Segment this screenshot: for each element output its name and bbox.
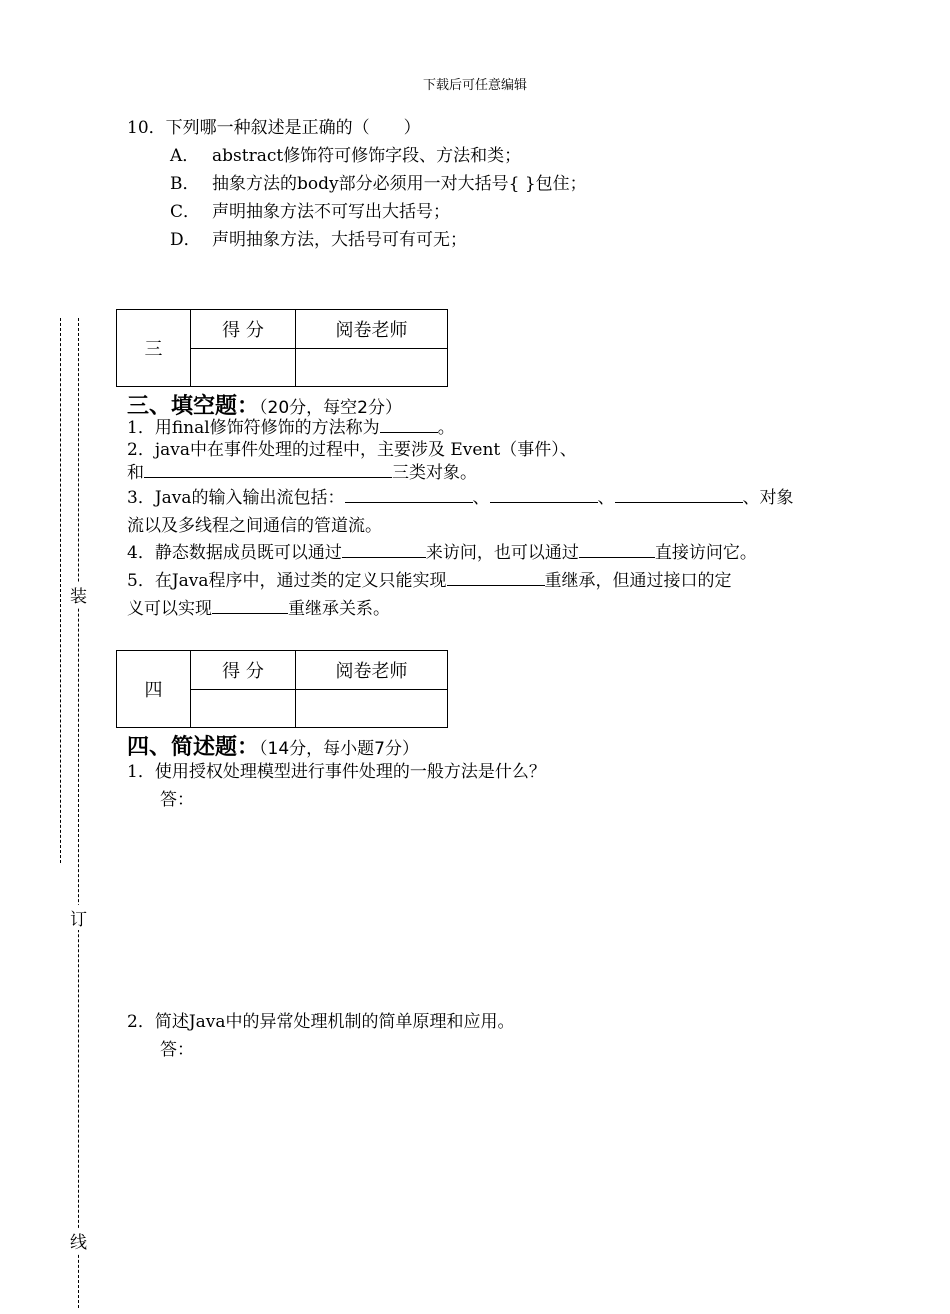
teacher-cell: [296, 690, 448, 728]
fill-question-4-mid: 来访问，也可以通过: [425, 543, 579, 563]
binding-mark-ding: 订: [70, 905, 87, 930]
option-letter: A．: [170, 146, 200, 166]
option-text: 声明抽象方法不可写出大括号；: [212, 202, 450, 222]
fill-question-2-text: 和: [127, 463, 144, 483]
blank: [447, 567, 545, 586]
fill-question-3-text: 3．Java的输入输出流包括：: [127, 488, 345, 508]
option-text: abstract修饰符可修饰字段、方法和类；: [212, 146, 522, 166]
fill-question-1-end: 。: [437, 418, 455, 438]
question-10-stem: 10．下列哪一种叙述是正确的（ ）: [127, 118, 421, 138]
blank: [212, 595, 288, 614]
blank: [490, 484, 598, 503]
blank: [579, 539, 655, 558]
score-cell: [191, 349, 296, 387]
fill-question-5-line2: [127, 595, 390, 623]
teacher-cell: [296, 349, 448, 387]
section-4-title: 四、简述题：: [127, 735, 260, 760]
blank: [380, 414, 438, 433]
option-text: 抽象方法的body部分必须用一对大括号{ }包住；: [212, 174, 587, 194]
score-label: 得 分: [191, 310, 296, 349]
section-3-box-label: 三: [117, 310, 191, 387]
fill-question-4: [127, 539, 757, 567]
binding-mark-zhuang: 装: [70, 582, 87, 607]
section-4-heading: [127, 730, 419, 761]
fill-question-4-end: 直接访问它。: [654, 543, 757, 563]
option-letter: D．: [170, 230, 201, 250]
fill-question-3-end: 、对象: [742, 488, 794, 508]
teacher-label: 阅卷老师: [296, 310, 448, 349]
blank: [345, 484, 473, 503]
option-letter: C．: [170, 202, 201, 222]
section-4-box-label: 四: [117, 651, 191, 728]
fill-question-5-line1: [127, 567, 732, 595]
fill-question-2-line2: [127, 459, 477, 485]
option-text: 声明抽象方法，大括号可有可无；: [212, 230, 467, 250]
option-letter: B．: [170, 174, 200, 194]
binding-mark-xian: 线: [70, 1228, 87, 1253]
section-3-score-box: [116, 309, 448, 387]
teacher-label: 阅卷老师: [296, 651, 448, 690]
fill-question-2-line1: 2．java中在事件处理的过程中，主要涉及 Event（事件）、: [127, 440, 577, 460]
fill-question-5-end: 重继承关系。: [288, 599, 390, 619]
section-4-note: （14分，每小题7分）: [259, 739, 419, 759]
blank: [615, 484, 743, 503]
question-10-option-d: [170, 226, 467, 254]
fill-question-2-end: 三类对象。: [392, 463, 477, 483]
blank: [144, 459, 392, 478]
short-question-2: 2．简述Java中的异常处理机制的简单原理和应用。: [127, 1012, 515, 1032]
fill-question-3-line2: 流以及多线程之间通信的管道流。: [127, 516, 382, 536]
section-3-note: （20分，每空2分）: [259, 398, 402, 418]
short-question-2-answer: 答：: [160, 1040, 194, 1060]
fill-question-5-mid: 重继承，但通过接口的定: [544, 571, 732, 591]
blank: [342, 539, 426, 558]
score-label: 得 分: [191, 651, 296, 690]
fill-question-1-text: 1．用final修饰符修饰的方法称为: [127, 418, 380, 438]
question-10-option-b: [170, 170, 587, 198]
score-cell: [191, 690, 296, 728]
binding-line-outer: [60, 318, 61, 863]
section-3-title: 三、填空题：: [127, 394, 260, 419]
separator: 、: [472, 488, 490, 508]
fill-question-3-line1: [127, 484, 794, 512]
binding-line-inner: [78, 318, 79, 1308]
question-10-option-a: [170, 142, 521, 170]
fill-question-4-text: 4．静态数据成员既可以通过: [127, 543, 342, 563]
question-10-option-c: [170, 198, 450, 226]
short-question-1-answer: 答：: [160, 790, 194, 810]
short-question-1: 1．使用授权处理模型进行事件处理的一般方法是什么？: [127, 762, 546, 782]
fill-question-5-text: 5．在Java程序中，通过类的定义只能实现: [127, 571, 447, 591]
separator: 、: [597, 488, 615, 508]
fill-question-1: [127, 414, 455, 440]
section-4-score-box: [116, 650, 448, 728]
fill-question-5-text2: 义可以实现: [127, 599, 212, 619]
page-header: 下载后可任意编辑: [422, 78, 527, 93]
